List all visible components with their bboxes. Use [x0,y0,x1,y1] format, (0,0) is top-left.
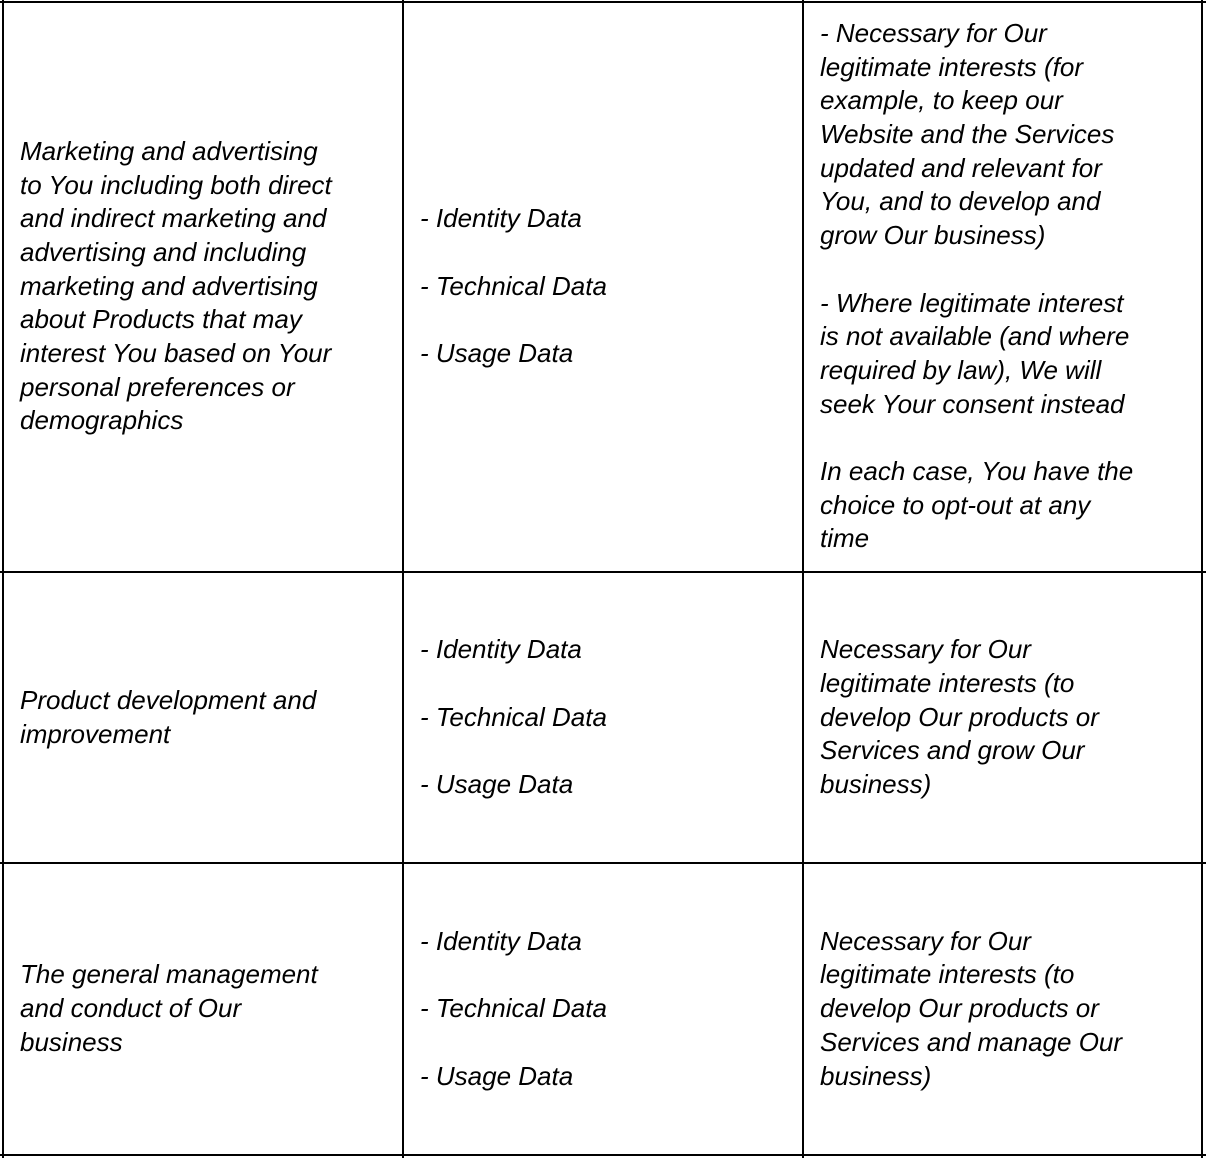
table-border-bottom [0,1154,1206,1156]
purpose-line: Product development and [20,684,317,715]
purpose-text [20,684,390,751]
basis-line: Necessary for Our [820,634,1031,665]
purpose-line: interest You based on Your [20,338,332,369]
basis-line: develop Our products or [820,701,1099,732]
data-type-item: - Technical Data [420,993,607,1024]
basis-line: - Where legitimate interest [820,287,1124,318]
purpose-line: and conduct of Our [20,993,242,1024]
purpose-line: about Products that may [20,304,302,335]
basis-line: business) [820,769,932,800]
data-type-item: - Usage Data [420,769,574,800]
data-type-item: - Technical Data [420,270,607,301]
table-row-2-basis-cell [803,573,1201,862]
table-row-2-purpose-cell [3,573,402,862]
basis-line: is not available (and where [820,321,1130,352]
basis-line: Necessary for Our [820,925,1031,956]
basis-paragraph [820,925,1189,1094]
purpose-text [20,958,390,1059]
basis-line: legitimate interests (for [820,51,1083,82]
purpose-line: business [20,1026,123,1057]
data-type-item: - Technical Data [420,701,607,732]
data-type-item: - Usage Data [420,1060,574,1091]
basis-line: legitimate interests (to [820,959,1075,990]
basis-line: legitimate interests (to [820,667,1075,698]
basis-line: You, and to develop and [820,186,1101,217]
basis-line: required by law), We will [820,354,1102,385]
table-row-3-data-types-cell [403,864,802,1154]
purpose-line: demographics [20,405,184,436]
data-type-item: - Usage Data [420,338,574,369]
table-row-1-basis-cell [803,2,1201,571]
basis-line: time [820,523,870,554]
table-row-1-purpose-cell [3,2,402,571]
purpose-text [20,135,390,438]
purpose-line: The general management [20,959,318,990]
basis-line: Services and grow Our [820,735,1085,766]
table-row-3-purpose-cell [3,864,402,1154]
table-row-3-basis-cell [803,864,1201,1154]
table-row-2-data-types-cell [403,573,802,862]
basis-line: choice to opt-out at any [820,489,1091,520]
purpose-line: improvement [20,718,171,749]
basis-line: In each case, You have the [820,456,1134,486]
basis-line: updated and relevant for [820,152,1102,183]
data-type-item: - Identity Data [420,203,582,234]
basis-line: Services and manage Our [820,1026,1123,1057]
purpose-line: to You including both direct [20,169,332,200]
table-row-1-data-types-cell [403,2,802,571]
purpose-line: and indirect marketing and [20,203,327,234]
basis-line: Website and the Services [820,119,1115,149]
table-border-right [1201,0,1203,1158]
purpose-line: marketing and advertising [20,270,318,301]
basis-line: seek Your consent instead [820,388,1125,419]
basis-line: - Necessary for Our [820,17,1047,48]
basis-paragraph [820,17,1189,253]
basis-line: example, to keep our [820,85,1063,116]
data-type-item: - Identity Data [420,634,582,665]
basis-line: business) [820,1060,932,1091]
basis-paragraph [820,287,1189,422]
data-type-item: - Identity Data [420,925,582,956]
basis-paragraph [820,455,1189,556]
purpose-line: advertising and including [20,236,307,267]
purpose-line: personal preferences or [20,371,295,402]
purpose-line: Marketing and advertising [20,135,318,166]
basis-line: develop Our products or [820,993,1099,1024]
basis-paragraph [820,633,1189,802]
basis-line: grow Our business) [820,220,1046,251]
